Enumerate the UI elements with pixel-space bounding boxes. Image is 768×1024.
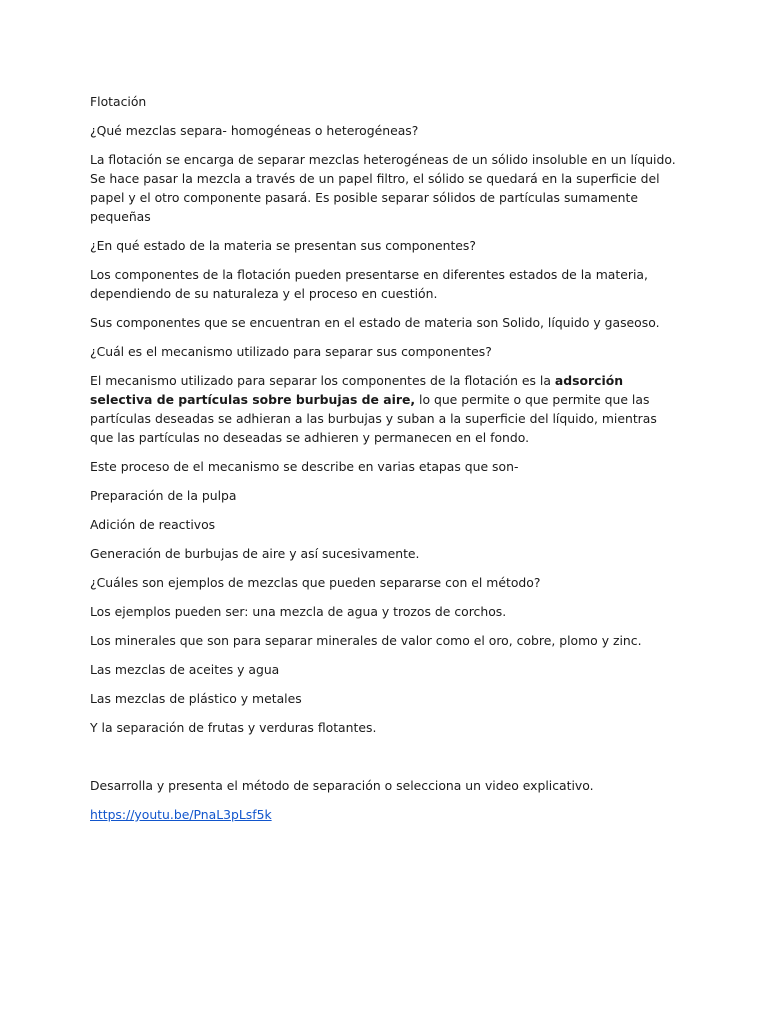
answer-mechanism-rest: lo que permite o que permite que las partículas deseadas se adhieran a las burbujas y suban a la superficie del líquido, mientras que las partículas no deseadas se adhieren y permanecen en el fondo. (90, 392, 657, 445)
answer-mixtures: La flotación se encarga de separar mezclas heterogéneas de un sólido insoluble en un líquido. Se hace pasar la mezcla a través de un papel filtro, el sólido se quedará en la superficie del papel y el otro componente pasará. Es posible separar sólidos de partículas sumamente pequeñas (90, 152, 676, 224)
stage-item: Preparación de la pulpa (90, 488, 237, 503)
stage-item: Generación de burbujas de aire y así sucesivamente. (90, 546, 420, 561)
stage-item: Adición de reactivos (90, 517, 216, 532)
example-item: Los minerales que son para separar minerales de valor como el oro, cobre, plomo y zinc. (90, 633, 642, 648)
question-examples: ¿Cuáles son ejemplos de mezclas que pueden separarse con el método? (90, 575, 541, 590)
answer-states-detail: Sus componentes que se encuentran en el estado de materia son Solido, líquido y gaseoso. (90, 315, 660, 330)
example-item: Y la separación de frutas y verduras flotantes. (90, 720, 377, 735)
document-title: Flotación (90, 94, 147, 109)
answer-mechanism (90, 371, 680, 447)
video-link-line (90, 805, 680, 824)
blank-line (90, 747, 680, 766)
stages-intro: Este proceso de el mecanismo se describe en varias etapas que son- (90, 459, 519, 474)
closing-instruction: Desarrolla y presenta el método de separación o selecciona un video explicativo. (90, 778, 594, 793)
example-item: Las mezclas de aceites y agua (90, 662, 280, 677)
document-body (90, 92, 680, 834)
example-item: Las mezclas de plástico y metales (90, 691, 302, 706)
answer-mechanism-highlight: adsorción selectiva de partículas sobre burbujas de aire, (90, 373, 624, 407)
question-mixtures: ¿Qué mezclas separa- homogéneas o heterogéneas? (90, 123, 419, 138)
example-item: Los ejemplos pueden ser: una mezcla de agua y trozos de corchos. (90, 604, 507, 619)
answer-mechanism-intro: El mecanismo utilizado para separar los componentes de la flotación es la (90, 373, 555, 388)
video-link[interactable]: https://youtu.be/PnaL3pLsf5k (90, 807, 272, 822)
answer-states: Los componentes de la flotación pueden presentarse en diferentes estados de la materia, dependiendo de su naturaleza y el proceso en cuestión. (90, 267, 648, 301)
question-states: ¿En qué estado de la materia se presentan sus componentes? (90, 238, 476, 253)
question-mechanism: ¿Cuál es el mecanismo utilizado para separar sus componentes? (90, 344, 492, 359)
